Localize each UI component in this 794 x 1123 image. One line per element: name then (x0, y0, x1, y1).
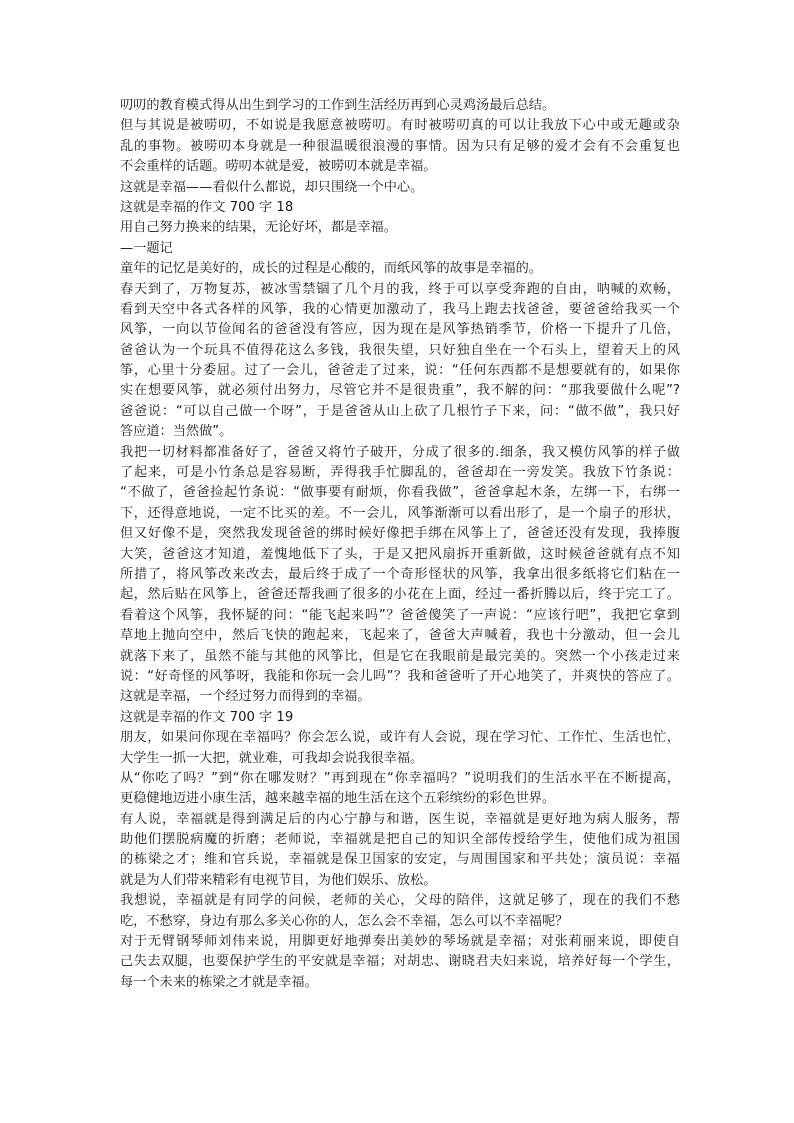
text-line: 从“你吃了吗？”到“你在哪发财？”再到现在“你幸福吗？”说明我们的生活水平在不断提高， (120, 770, 680, 786)
text-line: 的栋梁之才；维和官兵说，幸福就是保卫国家的安定，与周围国家和平共处；演员说：幸福 (120, 852, 680, 868)
text-line: 我想说，幸福就是有同学的问候，老师的关心，父母的陪伴，这就足够了，现在的我们不愁 (120, 893, 680, 909)
text-line: 用自己努力换来的结果，无论好坏，都是幸福。 (120, 220, 397, 236)
text-line: 风筝，一向以节俭闻名的爸爸没有答应，因为现在是风筝热销季节，价格一下提升了几倍， (120, 322, 680, 338)
text-line: 乱的事物。被唠叨本身就是一种很温暖很浪漫的事情。因为只有足够的爱才会有不会重复也 (120, 138, 680, 154)
text-line: 实在想要风筝，就必须付出努力，尽管它并不是很贵重”，我不解的问：“那我要做什么呢”? (120, 383, 680, 399)
text-line: 但与其说是被唠叨，不如说是我愿意被唠叨。有时被唠叨真的可以让我放下心中或无趣或杂 (120, 118, 680, 134)
text-line: 起，然后贴在风筝上，爸爸还帮我画了很多的小花在上面，经过一番折腾以后，终于完工了。 (120, 587, 680, 603)
text-line: 大学生一抓一大把，就业难，可我却会说我很幸福。 (120, 750, 424, 766)
text-line: 看到天空中各式各样的风筝，我的心情更加激动了，我马上跑去找爸爸，要爸爸给我买一个 (120, 301, 680, 317)
text-line: 这就是幸福的作文 700 字 19 (120, 709, 294, 725)
text-line: 这就是幸福的作文 700 字 18 (120, 199, 294, 215)
text-line: 所措了，将风筝改来改去，最后终于成了一个奇形怪状的风筝，我拿出很多纸将它们粘在一 (120, 566, 680, 582)
text-line: “不做了，爸爸捡起竹条说：“做事要有耐烦，你看我做”，爸爸拿起木条，左绑一下，右绑一 (120, 485, 680, 501)
text-line: 说：“好奇怪的风筝呀，我能和你玩一会儿吗”？我和爸爸听了开心地笑了，并爽快的答应了。 (120, 668, 680, 684)
text-line: 己失去双腿，也要保护学生的平安就是幸福；对胡忠、谢晓君夫妇来说，培养好每一个学生， (120, 954, 680, 970)
text-line: 下，还得意地说，一定不比买的差。不一会儿，风筝渐渐可以看出形了，是一个扇子的形状， (120, 505, 680, 521)
text-line: 爸爸说：“可以自己做一个呀”，于是爸爸从山上砍了几根竹子下来，问：“做不做”，我只好 (120, 403, 680, 419)
text-line: —一题记 (120, 240, 173, 256)
text-line: 叨叨的教育模式得从出生到学习的工作到生活经历再到心灵鸡汤最后总结。 (120, 98, 556, 113)
text-line: 春天到了，万物复苏，被冰雪禁锢了几个月的我，终于可以享受奔跑的自由，呐喊的欢畅， (120, 281, 680, 297)
text-line: 就是为人们带来精彩有电视节目，为他们娱乐、放松。 (120, 872, 437, 888)
text-line: 草地上抛向空中，然后飞快的跑起来，飞起来了，爸爸大声喊着，我也十分激动，但一会儿 (120, 628, 680, 644)
text-line: 有人说，幸福就是得到满足后的内心宁静与和谐，医生说，幸福就是更好地为病人服务，帮 (120, 811, 680, 827)
text-line: 但又好像不是，突然我发现爸爸的绑时候好像把手绑在风筝上了，爸爸还没有发现，我捧腹 (120, 526, 680, 542)
text-line: 这就是幸福，一个经过努力而得到的幸福。 (120, 689, 371, 705)
text-line: 吃，不愁穿，身边有那么多关心你的人，怎么会不幸福，怎么可以不幸福呢？ (120, 913, 569, 929)
text-line: 助他们摆脱病魔的折磨；老师说，幸福就是把自己的知识全部传授给学生，使他们成为祖国 (120, 832, 680, 848)
text-line: 每一个未来的栋梁之才就是幸福。 (120, 974, 318, 990)
text-line: 不会重样的话题。唠叨本就是爱，被唠叨本就是幸福。 (120, 159, 437, 175)
text-line: 这就是幸福——看似什么都说，却只围绕一个中心。 (120, 179, 424, 195)
text-line: 爸爸认为一个玩具不值得花这么多钱，我很失望，只好独自坐在一个石头上，望着天上的风 (120, 342, 680, 358)
text-line: 答应道：当然做”。 (120, 424, 233, 440)
text-line: 更稳健地迈进小康生活，越来越幸福的地生活在这个五彩缤纷的彩色世界。 (120, 791, 556, 807)
text-line: 筝，心里十分委屈。过了一会儿，爸爸走了过来，说：“任何东西都不是想要就有的，如果你 (120, 363, 680, 379)
text-line: 大笑，爸爸这才知道，羞愧地低下了头，于是又把风扇拆开重新做，这时候爸爸就有点不知 (120, 546, 680, 562)
text-line: 朋友，如果问你现在幸福吗？你会怎么说，或许有人会说，现在学习忙、工作忙、生活也忙， (120, 730, 680, 746)
text-line: 就落下来了，虽然不能与其他的风筝比，但是它在我眼前是最完美的。突然一个小孩走过来 (120, 648, 680, 664)
text-line: 对于无臂钢琴师刘伟来说，用脚更好地弹奏出美妙的琴场就是幸福；对张莉丽来说，即使自 (120, 934, 680, 950)
text-line: 童年的记忆是美好的，成长的过程是心酸的，而纸风筝的故事是幸福的。 (120, 261, 542, 277)
text-line: 看着这个风筝，我怀疑的问：“能飞起来吗”？爸爸傻笑了一声说：“应该行吧”，我把它拿到 (120, 607, 680, 623)
document-body (120, 96, 680, 993)
text-line: 了起来，可是小竹条总是容易断，弄得我手忙脚乱的，爸爸却在一旁发笑。我放下竹条说： (120, 465, 680, 481)
text-line: 我把一切材料都准备好了，爸爸又将竹子破开，分成了很多的.细条，我又模仿风筝的样子做 (120, 444, 680, 460)
